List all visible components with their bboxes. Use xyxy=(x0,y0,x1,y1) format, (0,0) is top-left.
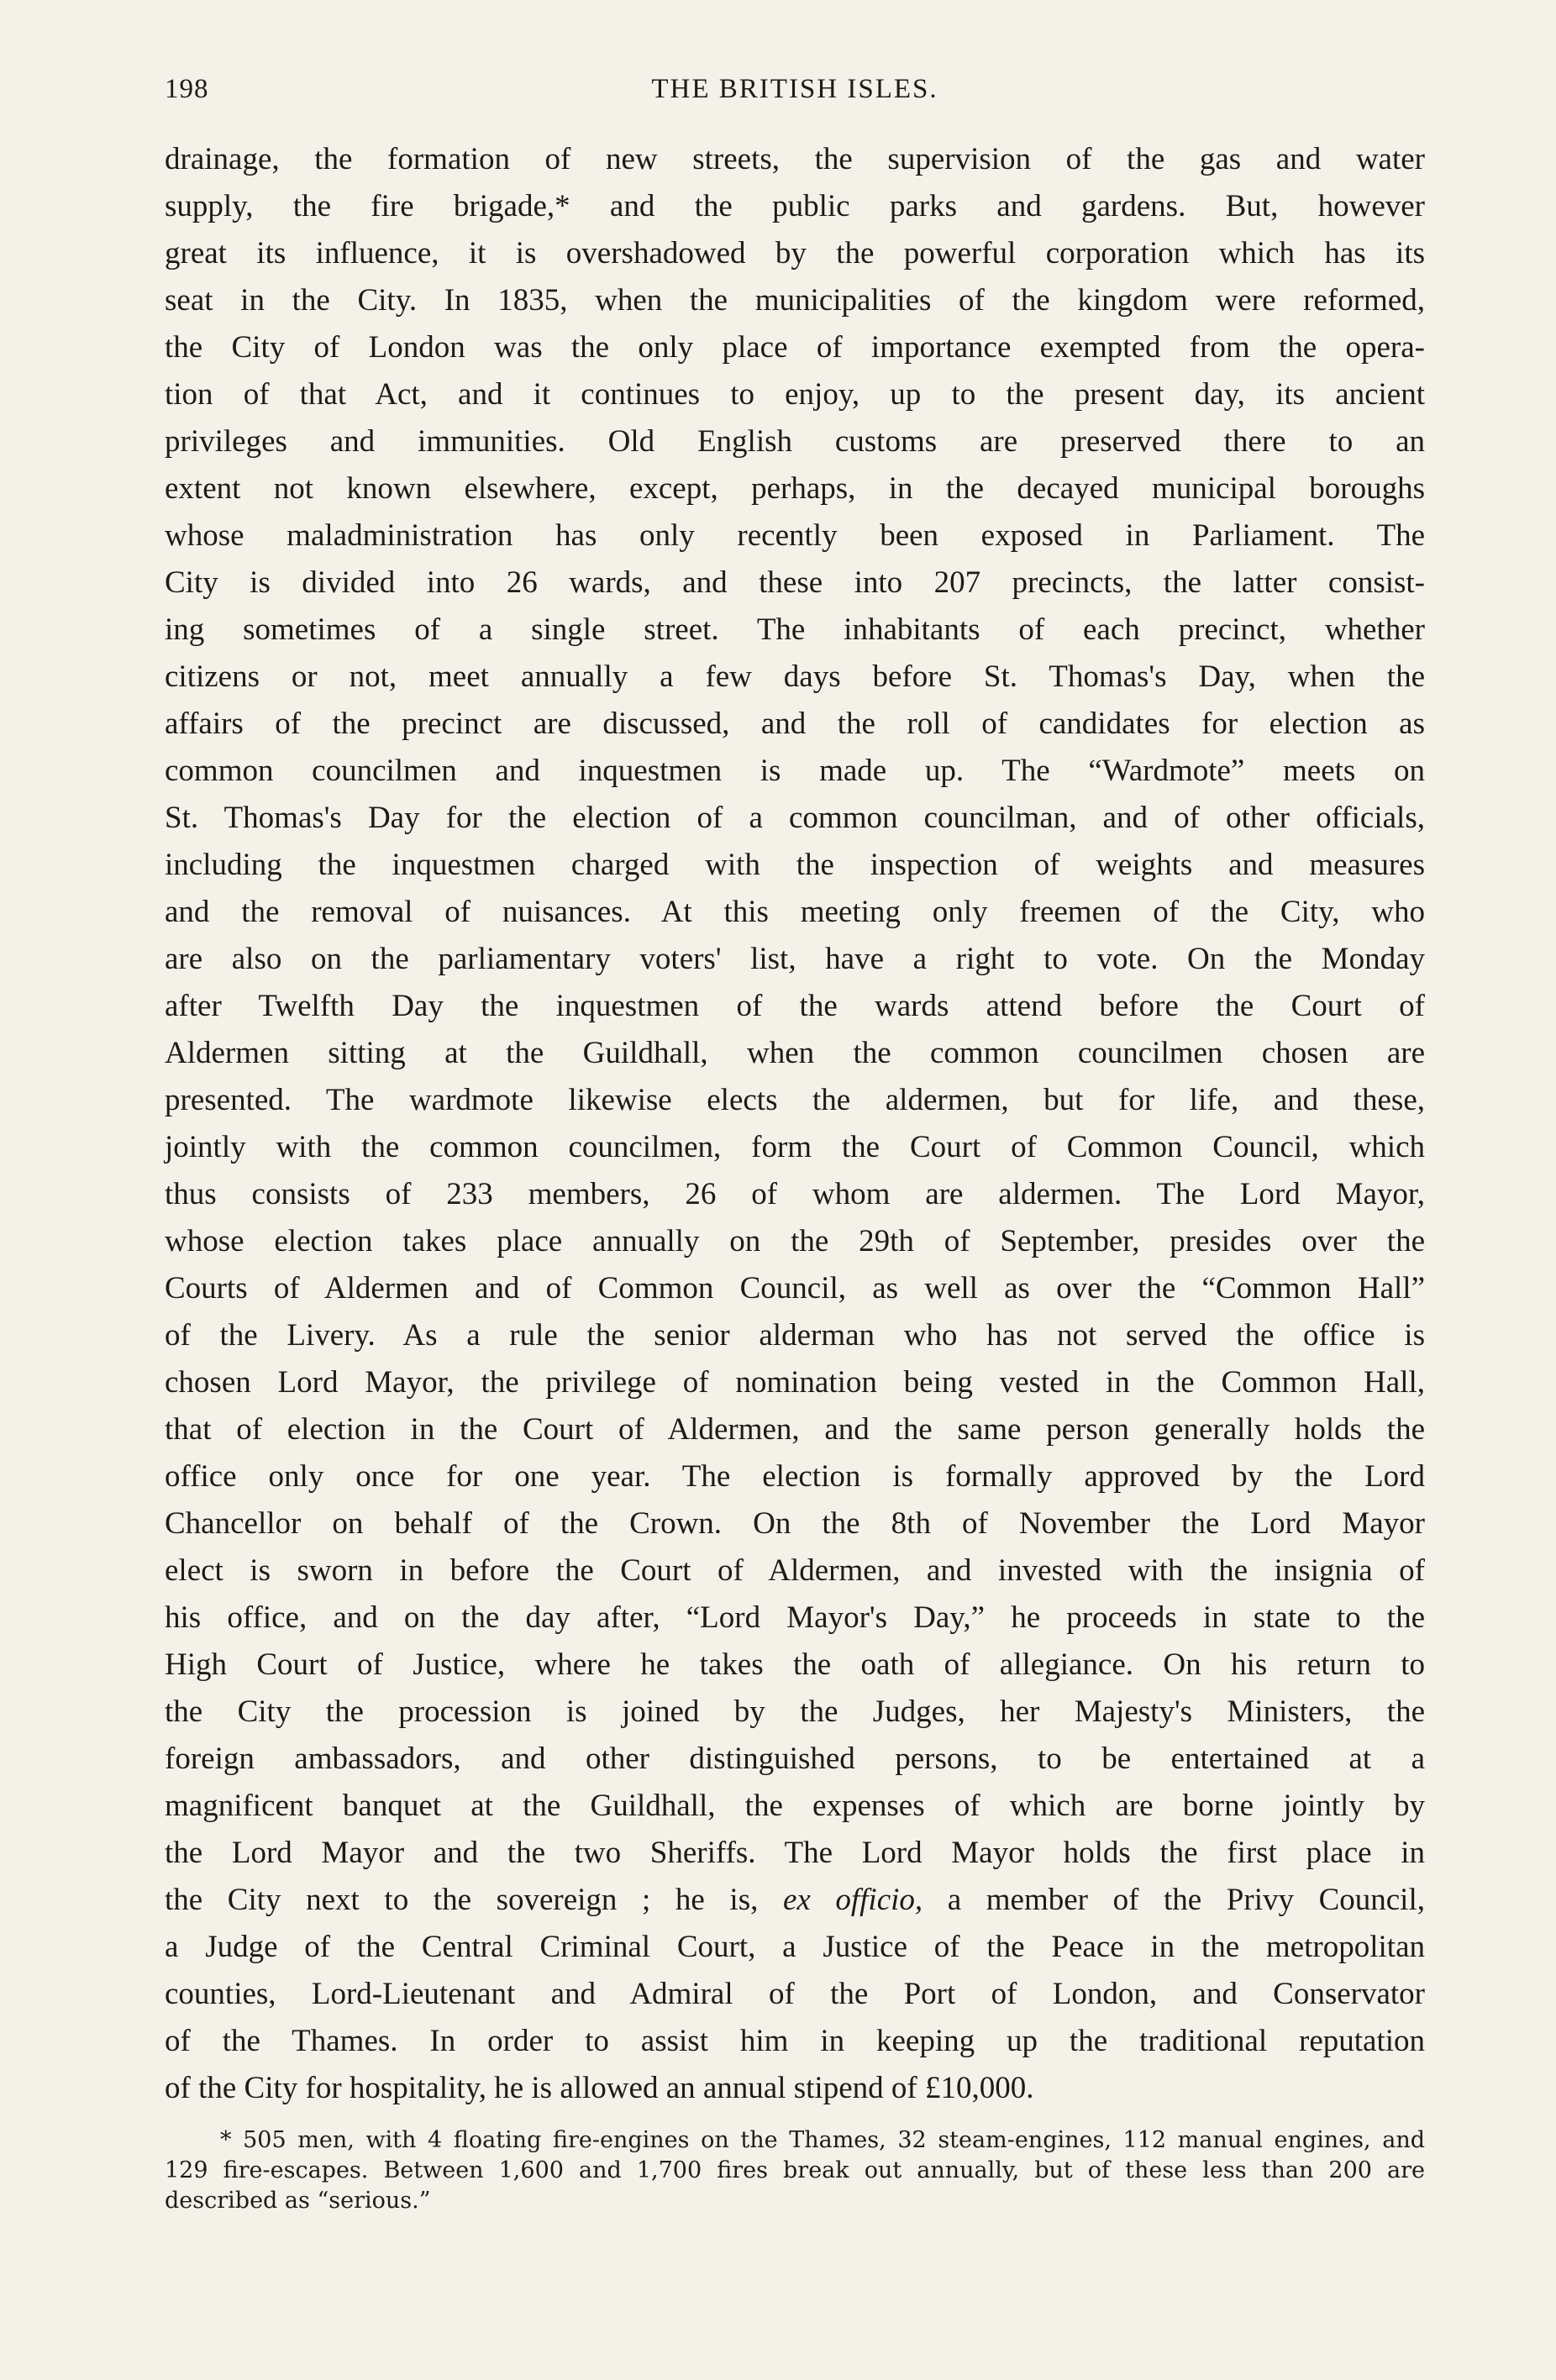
text-line: great its influence, it is overshadowed by the powerful corporation which has its xyxy=(165,236,1425,271)
text-line: elect is sworn in before the Court of Aldermen, and invested with the insignia of xyxy=(165,1553,1425,1588)
text-line: supply, the fire brigade,* and the public parks and gardens. But, however xyxy=(165,189,1425,223)
text-line: privileges and immunities. Old English customs are preserved there to an xyxy=(165,424,1425,459)
text-line: High Court of Justice, where he takes the oath of allegiance. On his return to xyxy=(165,1647,1425,1682)
text-line: of the City for hospitality, he is allowed an annual stipend of £10,000. xyxy=(165,2071,1034,2105)
text-line: magnificent banquet at the Guildhall, the expenses of which are borne jointly by xyxy=(165,1789,1425,1823)
text-line: drainage, the formation of new streets, the supervision of the gas and water xyxy=(165,142,1425,176)
text-line: presented. The wardmote likewise elects the aldermen, but for life, and these, xyxy=(165,1083,1425,1117)
text-line: of the Livery. As a rule the senior alderman who has not served the office is xyxy=(165,1318,1425,1353)
text-line: common councilmen and inquestmen is made up. The “Wardmote” meets on xyxy=(165,754,1425,788)
text-line: chosen Lord Mayor, the privilege of nomination being vested in the Common Hall, xyxy=(165,1365,1425,1400)
text-line xyxy=(165,1877,1425,1924)
text-line: St. Thomas's Day for the election of a common councilman, and of other officials, xyxy=(165,801,1425,835)
page-number: 198 xyxy=(165,74,209,104)
text-line: foreign ambassadors, and other distinguished persons, to be entertained at a xyxy=(165,1742,1425,1776)
running-title: THE BRITISH ISLES. xyxy=(651,74,938,104)
text-line: Courts of Aldermen and of Common Council, as well as over the “Common Hall” xyxy=(165,1271,1425,1306)
text-line: a Judge of the Central Criminal Court, a Justice of the Peace in the metropolitan xyxy=(165,1930,1425,1964)
text-line: whose maladministration has only recently been exposed in Parliament. The xyxy=(165,518,1425,553)
text-line: ing sometimes of a single street. The inhabitants of each precinct, whether xyxy=(165,612,1425,647)
text-segment: a member of the Privy Council, xyxy=(947,1883,1425,1917)
text-segment: the City next to the sovereign ; he is, xyxy=(165,1883,759,1917)
text-line: including the inquestmen charged with the inspection of weights and measures xyxy=(165,848,1425,882)
text-line: the City of London was the only place of importance exempted from the opera- xyxy=(165,330,1425,365)
text-line: Aldermen sitting at the Guildhall, when the common councilmen chosen are xyxy=(165,1036,1425,1070)
footnote-line: described as “serious.” xyxy=(165,2188,431,2214)
text-line: whose election takes place annually on the 29th of September, presides over the xyxy=(165,1224,1425,1258)
italic-phrase: ex officio, xyxy=(782,1883,923,1917)
footnote-line: 129 fire-escapes. Between 1,600 and 1,700 fires break out annually, but of these less than 200 are xyxy=(165,2157,1425,2183)
text-line: Chancellor on behalf of the Crown. On the 8th of November the Lord Mayor xyxy=(165,1506,1425,1541)
text-line: citizens or not, meet annually a few days before St. Thomas's Day, when the xyxy=(165,659,1425,694)
text-line: office only once for one year. The election is formally approved by the Lord xyxy=(165,1459,1425,1494)
text-line: that of election in the Court of Aldermen, and the same person generally holds the xyxy=(165,1412,1425,1447)
text-line: jointly with the common councilmen, form the Court of Common Council, which xyxy=(165,1130,1425,1164)
text-line: of the Thames. In order to assist him in keeping up the traditional reputation xyxy=(165,2024,1425,2058)
footnote-line: * 505 men, with 4 floating fire-engines on the Thames, 32 steam-engines, 112 manual engines, and xyxy=(220,2127,1425,2153)
body-text xyxy=(165,136,1425,2112)
text-line: after Twelfth Day the inquestmen of the wards attend before the Court of xyxy=(165,989,1425,1023)
text-line: counties, Lord-Lieutenant and Admiral of the Port of London, and Conservator xyxy=(165,1977,1425,2011)
running-head xyxy=(165,74,1425,116)
text-line: the City the procession is joined by the Judges, her Majesty's Ministers, the xyxy=(165,1694,1425,1729)
text-line: thus consists of 233 members, 26 of whom are aldermen. The Lord Mayor, xyxy=(165,1177,1425,1211)
text-line: are also on the parliamentary voters' list, have a right to vote. On the Monday xyxy=(165,942,1425,976)
text-line: City is divided into 26 wards, and these into 207 precincts, the latter consist- xyxy=(165,565,1425,600)
text-line: and the removal of nuisances. At this meeting only freemen of the City, who xyxy=(165,895,1425,929)
text-line: tion of that Act, and it continues to enjoy, up to the present day, its ancient xyxy=(165,377,1425,412)
footnote xyxy=(165,2125,1425,2216)
text-line: the Lord Mayor and the two Sheriffs. The Lord Mayor holds the first place in xyxy=(165,1836,1425,1870)
text-line: affairs of the precinct are discussed, and the roll of candidates for election as xyxy=(165,707,1425,741)
text-line: extent not known elsewhere, except, perhaps, in the decayed municipal boroughs xyxy=(165,471,1425,506)
text-line: his office, and on the day after, “Lord Mayor's Day,” he proceeds in state to the xyxy=(165,1600,1425,1635)
text-line: seat in the City. In 1835, when the municipalities of the kingdom were reformed, xyxy=(165,283,1425,318)
